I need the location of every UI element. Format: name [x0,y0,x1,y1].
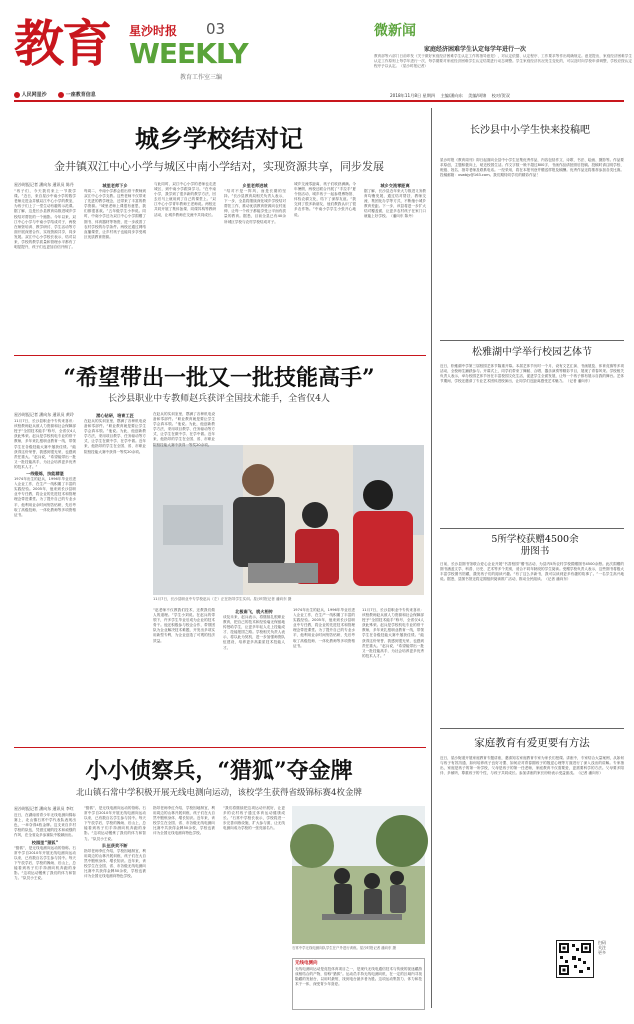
article3-heading2: 队伍获奖不断 [102,842,128,848]
micro-news-body [374,54,632,92]
article1-text4: “结对不是一阵风，而是长期的坚持。”长沙县教育局相关负责人表示，下一步，全县将继续深化城乡学校结对帮扶工作，推动优质教育资源向农村延伸，让每一个孩子都能享受公平而有质量的教育。据悉，目前全县已有40余所城区学校与农村学校结成对子。 [224,189,286,224]
weekly-label: WEEKLY [129,37,248,70]
side4-title: 家庭教育有爱更要有方法 [474,737,590,749]
page-number: 03 [206,20,226,38]
article2-text2: 1974年出生的赵兵，1996年毕业后进入企业工作，在生产一线积累了丰富的实践经验。2005年，他来到长沙县职业中专任教，将企业的先进技术和管理理念带进课堂。为了提升自己的专业水平，他利用业余时间刻苦钻研，先后考取了高级技师、一体化教师等多项资格证书。 [14,477,76,517]
article3-text4: “我们将继续把这项运动开展好，让更多的农村孩子通过体育运动健康成长。”石常中学校长表示，学校将进一步完善训练设施，扩大参与面，让无线电测向成为学校的一张亮丽名片。 [223,806,285,831]
qr-code [556,940,594,978]
main-divider [431,108,432,1008]
article2-col1 [14,412,76,742]
radio-info-text: 无线电测向运动是竞技体育项目之一，是现代无线电通信技术与传统的捉迷藏游戏相结合的产物，俗称“猎狐”。运动员手持无线电测向机，在一定的区域内寻找隐藏的发射台，以用时最短、找到电台最多者为胜。这项运动集智力、体力和技术于一体，深受青少年喜爱。 [295,967,422,987]
article2-text3: 在赵兵的实训室里，摆满了各种机电设备和零部件。“职业教育就是要让学生学会真本领。”他说。为此，他创新教学方法，采用项目教学、任务驱动等方式，让学生在做中学、在学中做。近年来，他指导的学生在全国、省、市职业院校技能大赛中获得一等奖20余项。 [84,419,146,454]
side1-title-text: 长沙县中小学生快来投稿吧 [470,125,590,136]
article1-text1: “孩子们，今天我们来上一节数学课。”近日，来自星沙中南小学的数学老师走进金井镇双江中心小学的教室，为孩子们上了一堂生动有趣的示范课。据了解，这是长沙县教育局推进城乡学校结对帮扶的一个缩影。今年以来，双江中心小学与中南小学结成对子，两校在师资培训、教学研讨、学生活动等方面开展深度合作，实现资源共享，同步发展。双江中心小学校长表示，结对以来，学校的教学质量和管理水平都有了明显提升，孩子们也更加自信开朗了。 [14,189,76,250]
side3-text: 日前，长沙县图书馆联合爱心企业开展“书香校园”赠书活动，为县内5所农村学校捐赠图书4500余册。此次捐赠的图书涵盖文学、科普、历史、艺术等多个类别，适合不同年龄段的学生阅读。受赠学校负责人表示，这些图书将极大丰富学校图书馆藏，激发孩子们的阅读兴趣。“有了这么多新书，我可以读到更多有趣的故事了。”一名学生高兴地说。据悉，县图书馆还将定期组织阅读推广活动，推动全民阅读。（记者 潘向东） [440,562,624,582]
article2-heading3: 北极南飞，桃火相传 [235,609,273,614]
article2-heading2: 潜心钻研，培育工匠 [96,413,134,418]
date-bar [390,93,624,99]
article1-col1 [14,182,76,347]
people-net-icon [14,92,20,98]
article3-col4 [223,806,285,1011]
article1-rule [14,355,426,356]
issue-date: 2018年11月8日 星期四 [390,93,436,98]
article3-text1: 近日，在湖南省青少年无线电测向锦标赛上，北山镇石常中学代表队表现出色，一举夺得4枚金牌。这支来自乡村学校的队伍，凭借过硬的技术和顽强的作风，在全省众多参赛队中脱颖而出。 [14,813,76,838]
article3-col2 [84,806,146,1011]
article2-col6 [293,608,355,740]
proofreader: 校对/贺双 [491,93,510,98]
editor-line: 教育工作室三编 [180,74,223,81]
article2-col5 [223,608,285,740]
side4-text: 近日，星沙街道开展家庭教育专题讲座，邀请知名家庭教育专家为家长们授课。讲座中，专家结合大量案例，从如何与孩子有效沟通、如何培养孩子良好习惯、如何应对青春期孩子的叛逆心理等方面进行了深入浅出的讲解。专家指出，家庭是孩子的第一所学校，父母是孩子的第一任老师，家庭教育不仅需要爱，更需要科学的方法。父母要多陪伴、多倾听，尊重孩子的个性，与孩子共同成长。参加讲座的家长纷纷表示受益匪浅。（记者 潘向东） [440,756,624,776]
article2-text5: 谈及未来，赵兵表示，将继续扎根职业教育，把自己的技术和经验毫无保留地传授给学生，让更多年轻人走上技能成才、技能报国之路。学校相关负责人表示，将以此为契机，进一步加强师资队伍建设，培养更多高素质技术技能人才。 [223,615,285,650]
radio-info-box [292,958,425,1010]
article1-heading3: 城乡交流零距离 [380,183,410,188]
article1-heading1: 城里老师下乡 [102,183,128,188]
radio-info-title: 无线电测向 [295,961,318,966]
article3-col1 [14,806,76,1011]
article3-col3 [153,806,215,1011]
masthead-title: 教育 [14,14,110,73]
article2-text4: “赵老师不仅教我们技术，还教我们做人的道理。”学生小刘说。在赵兵的带领下，许多学生毕业后成为企业的技术骨干。他还积极参与校企合作，带领团队为企业解决技术难题，开发出多项实用新型专利，为企业创造了可观的经济效益。 [153,608,215,643]
workshop-photo-svg [153,445,424,595]
article1-text5: 城乡交流零距离，孩子们收获满满。今年暑假，两校还联合开展了“手拉手”夏令营活动，城乡孩子一起参观博物馆、体验农耕文化，结下了深厚友谊。“我交到了很多新朋友，他们教我认识了很多农作物。”中南小学学生小张开心地说。 [294,182,356,217]
article1-text2: 每周二，中南小学都会派出骨干教师到双江中心小学支教。这些老师不仅带来了先进的教学理念，还带来了丰富的教学资源。“城里老师上课很有意思，我们都很喜欢。”五年级学生小李说。同时，中南小学还为双江中心小学捐赠了图书、体育器材等物资，进一步改善了农村学校的办学条件。两校还通过网络直播课堂，让乡村孩子也能同步享受城区优质教育资源。 [84,189,146,239]
article2-col3 [153,412,215,447]
article3-subtitle: 北山镇石常中学积极开展无线电测向运动，该校学生获得省级锦标赛4枚金牌 [76,788,362,798]
side2-text: 近日，松雅湖中学第三届校园艺体节隆重开幕。本届艺体节历时一个月，设有文艺汇演、书画展览、体育竞赛等多项活动，全校师生踊跃参与。开幕式上，同学们带来了舞蹈、合唱、器乐演奏等精彩节目，展现了青春风采。学校相关负责人表示，举办校园艺体节旨在丰富校园文化生活，促进学生全面发展，让每一个孩子都有展示自我的舞台。艺体节期间，学校还邀请了专业艺术团体进校演出，让同学们近距离感受艺术魅力。（记者 潘向东） [440,364,624,384]
article1-heading2: 乡里老师进城 [242,183,268,188]
article1-col5 [294,182,356,347]
article2-text7: 11月7日，长沙县职业中专传来喜讯：该校教师赵兵被人力资源和社会保障部授予“全国技术能手”称号，全省仅4人获此殊荣。赵兵是学校机电专业的骨干教师，多年来扎根职业教育一线，带领学生在各级技能大赛中屡获佳绩。“能获得这份荣誉，我感到很光荣，也感到责任重大。”赵兵说，“希望能带出一批又一批技能高手，为社会培养更多优秀的技术人才。” [362,608,424,658]
side-rule-3 [440,728,624,729]
designer: 美编/周锦 [468,93,487,98]
article2-heading1: 一线锻炼，技能精湛 [26,471,64,477]
micro-news-text: 教育部等六部门日前印发《关于做好家庭经济困难学生认定工作的指导意见》，对认定依据、认定程序、工作要求等作出明确规定。意见提出，家庭经济困难学生认定工作原则上每学年进行一次，每学期要对家庭经济困难学生认定结果进行动态调整。学生家庭经济状况发生变化的，可以及时向学校申请调整，学校应按认定程序予以认定。 [374,54,632,68]
chief-editor: 主编/潘向东 [440,93,463,98]
article3-photo [292,806,425,944]
article3-text2: “猎狐”，是无线电测向运动的俗称。石常中学自2010年开展无线电测向运动以来，已有数百名学生参与其中。每天下午放学后，学校的操场、后山上，总能看到孩子们手持测向机奔跑的身影。“这项运动锻炼了我们的体力和智力。”队员小王说。 [14,845,76,881]
article2-rule [14,747,426,748]
article2-col7 [362,608,424,740]
article1-col4 [224,182,286,347]
article1-byline: 星沙时报记者 潘向东 通讯员 陈丹 [14,182,74,187]
masthead [14,14,632,94]
education-icon [58,92,64,98]
article1-text3: 与此同时，双江中心小学的老师也走进城区，到中南小学跟岗学习。“在中南小学，我学到了很多新的教学方法，回去后马上就用到了自己的课堂上。”双江中心小学青年教师王老师说。两校还共同开展了集体备课、同课异构等教研活动，让城乡教师在交流中共同成长。 [154,182,216,217]
article3-text3: 指导老师李红介绍，学校因地制宜，利用周边的山林开展训练，孩子们在大自然中锻炼身体、增长知识。近年来，该校学生在全国、省、市各级无线电测向比赛中共获得金牌50余枚，学校也被评为全国无线电测向特色学校。 [84,848,146,879]
side-rule-2 [440,528,624,529]
micro-news-headline: 家庭经济困难学生认定每学年进行一次 [424,46,527,53]
article3-text3b: 指导老师李红介绍，学校因地制宜，利用周边的山林开展训练，孩子们在大自然中锻炼身体、增长知识。近年来，该校学生在全国、省、市各级无线电测向比赛中共获得金牌50余枚，学校也被评为全国无线电测向特色学校。 [153,806,215,836]
side-rule-1 [440,340,624,341]
logos-row [14,91,234,99]
article2-text6: 1974年出生的赵兵，1996年毕业后进入企业工作，在生产一线积累了丰富的实践经验。2005年，他来到长沙县职业中专任教，将企业的先进技术和管理理念带进课堂。为了提升自己的专业水平，他利用业余时间刻苦钻研，先后考取了高级技师、一体化教师等多项资格证书。 [293,608,355,648]
qr-code-icon [557,941,593,977]
side1-text: 星沙时报《教育周刊》即日起面向全县中小学生征集优秀作品，内容包括作文、诗歌、书法、绘画、摄影等。作品要求原创，主题积极向上，贴近校园生活。作文字数一般不超过800字，书画作品请拍照后投稿。投稿时请注明学校、班级、姓名、指导老师及联系电话。一经采用，将在本报刊登并赠送样报及稿酬。优秀作品还将推荐参加各类比赛。投稿邮箱：xswbjy@163.com。我们期待同学们的精彩作品！ [440,158,624,178]
article1-subtitle: 金井镇双江中心小学与城区中南小学结对，实现资源共享，同步发展 [54,160,384,173]
micro-news-label: 微新闻 [374,23,416,39]
article3-byline: 星沙时报记者 潘向东 通讯员 李红 [14,806,74,811]
article2-photo-caption: 11月7日，长沙县职业中专学校赵兵（左）正在指导学生实训。星沙时报记者 潘向东 摄 [153,597,292,601]
paper-name: 星沙时报 [129,24,178,38]
masthead-rule [14,100,624,102]
article2-subtitle: 长沙县职业中专教师赵兵获评全国技术能手，全省仅4人 [108,394,330,404]
side1-title [470,124,590,138]
side3-title: 5所学校获赠4500余册图书 [491,534,579,557]
article2-text-top: 在赵兵的实训室里，摆满了各种机电设备和零部件。“职业教育就是要让学生学会真本领。”他说。为此，他创新教学方法，采用项目教学、任务驱动等方式，让学生在做中学、在学中做。近年来，他指导的学生在全国、省、市职业院校技能大赛中获得一等奖20余项。 [153,412,215,447]
article3-photo-caption: 石常中学无线电测向队学生在户外进行训练。星沙时报记者 潘向东 摄 [292,946,396,950]
logo-text-2: 一座教育信息 [65,92,96,98]
article1-body [14,182,426,352]
article1-title: 城乡学校结对记 [135,124,303,153]
article3-title: 小小侦察兵，“猎狐”夺金牌 [85,758,353,784]
article2-col2 [84,412,146,742]
article2-col4 [153,608,215,740]
article2-byline: 星沙时报记者 潘向东 通讯员 黄玲 [14,412,74,417]
article3-text2b: “猎狐”，是无线电测向运动的俗称。石常中学自2010年开展无线电测向运动以来，已有数百名学生参与其中。每天下午放学后，学校的操场、后山上，总能看到孩子们手持测向机奔跑的身影。“这项运动锻炼了我们的体力和智力。”队员小王说。 [84,806,146,841]
article2-text1: 11月7日，长沙县职业中专传来喜讯：该校教师赵兵被人力资源和社会保障部授予“全国技术能手”称号，全省仅4人获此殊荣。赵兵是学校机电专业的骨干教师，多年来扎根职业教育一线，带领学生在各级技能大赛中屡获佳绩。“能获得这份荣誉，我感到很光荣，也感到责任重大。”赵兵说，“希望能带出一批又一批技能高手，为社会培养更多优秀的技术人才。” [14,419,76,469]
article1-col2 [84,182,146,347]
qr-caption: 扫码关注更多 [598,940,606,955]
side2-title: 松雅湖中学举行校园艺体节 [472,347,592,358]
article1-text6: 据了解，长沙县近年来大力推进义务教育均衡发展，通过结对帮扶、教师交流、集团化办学等方式，不断缩小城乡教育差距。下一步，该县将进一步扩大结对覆盖面，让更多农村孩子在家门口就能上好学校。（潘向东 陈丹） [364,189,426,219]
article3-heading1: 校园里“猎狐” [31,839,59,845]
logo-text-1: 人民网星沙 [21,92,47,98]
article2-title: “希望带出一批又一批技能高手” [63,365,375,391]
micro-news-source: （星沙时报记者） [399,64,428,68]
article2-photo [153,445,424,595]
outdoor-photo-svg [292,806,425,944]
article1-col6 [364,182,426,347]
article1-col3 [154,182,216,347]
